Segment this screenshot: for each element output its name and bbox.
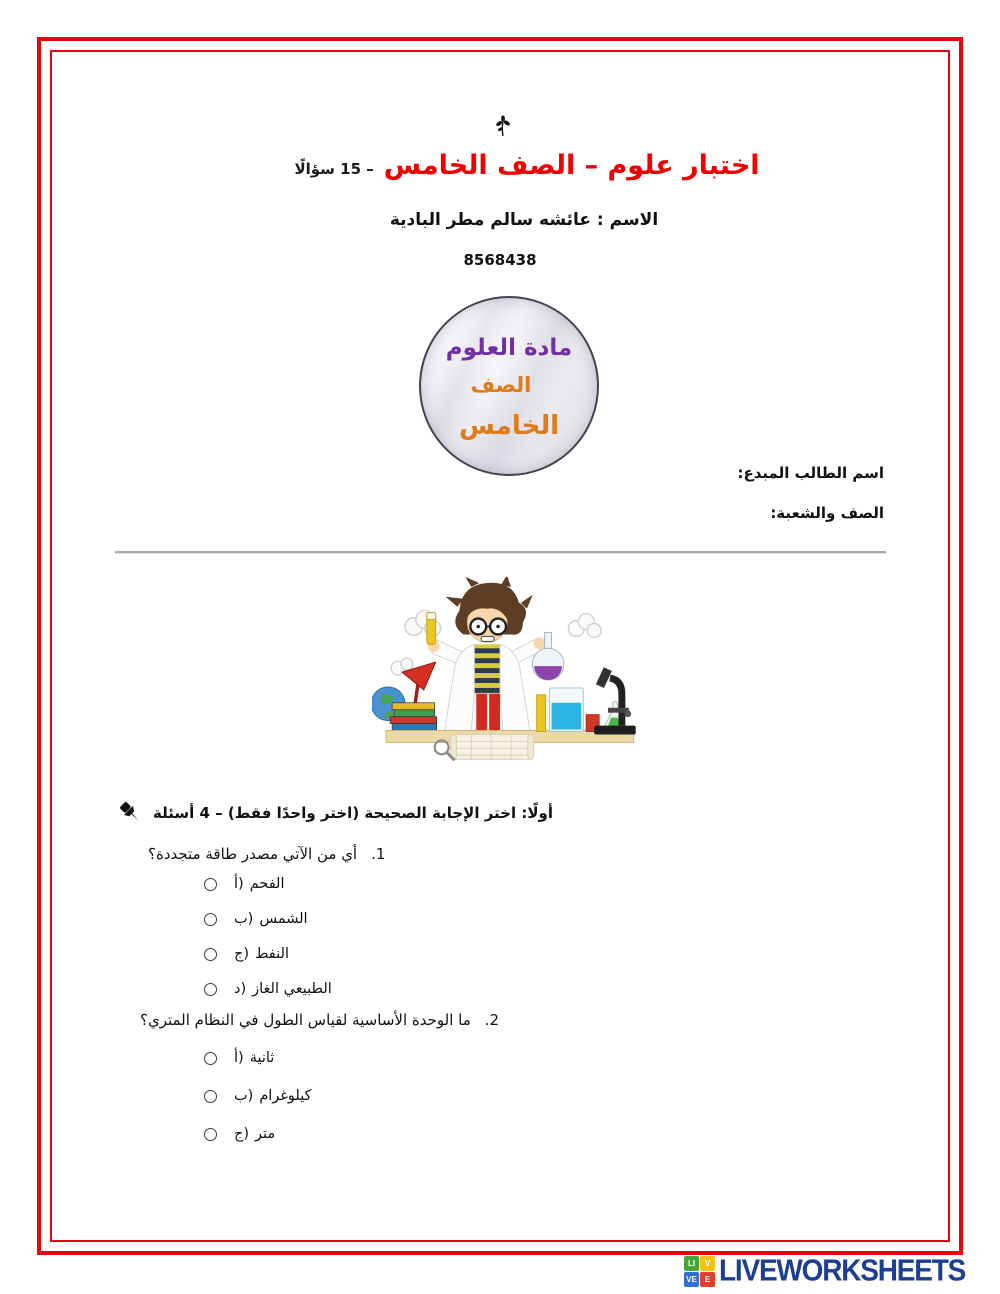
option-label: أ) bbox=[234, 876, 244, 892]
badge-subject-text: مادة العلوم bbox=[445, 335, 573, 361]
radio-icon[interactable] bbox=[204, 1090, 217, 1103]
option-label: ب) bbox=[234, 911, 254, 927]
student-name-line: الاسم : عائشه سالم مطر البادية bbox=[389, 210, 659, 230]
option-row-q2-c[interactable] bbox=[204, 1126, 275, 1142]
exam-code: 8568438 bbox=[463, 251, 537, 269]
section1-heading: أولًا: اختر الإجابة الصحيحة (اختر واحدًا فقط) – 4 أسئلة bbox=[153, 803, 553, 822]
option-text: الغاز الطبيعي bbox=[252, 981, 332, 997]
subject-badge bbox=[419, 296, 599, 476]
logo-square: E bbox=[700, 1272, 715, 1287]
option-text: كيلوغرام bbox=[259, 1088, 312, 1104]
badge-grade-text-1: الصف bbox=[470, 373, 532, 397]
creative-student-name-label: اسم الطالب المبدع: bbox=[737, 464, 884, 482]
option-text: الشمس bbox=[259, 911, 308, 927]
radio-icon[interactable] bbox=[204, 1052, 217, 1065]
question-1-number: 1. bbox=[371, 845, 386, 863]
option-row-q1-d[interactable] bbox=[204, 981, 332, 997]
logo-square: LI bbox=[684, 1256, 699, 1271]
option-row-q2-a[interactable] bbox=[204, 1050, 274, 1066]
option-text: متر bbox=[255, 1126, 276, 1142]
option-row-q1-c[interactable] bbox=[204, 946, 289, 962]
pushpin-icon bbox=[117, 799, 144, 826]
leaf-dingbat-icon bbox=[491, 114, 515, 138]
option-row-q1-b[interactable] bbox=[204, 911, 308, 927]
liveworksheets-wordmark: LIVEWORKSHEETS bbox=[719, 1253, 966, 1288]
option-label: ج) bbox=[234, 1126, 250, 1142]
option-text: ثانية bbox=[249, 1050, 275, 1066]
question-1 bbox=[148, 845, 385, 863]
section1-heading-row bbox=[117, 799, 553, 826]
section-divider bbox=[115, 551, 886, 554]
question-2-number: 2. bbox=[484, 1011, 500, 1029]
radio-icon[interactable] bbox=[204, 878, 217, 891]
exam-title-line bbox=[0, 150, 1000, 181]
exam-title-suffix: – 15 سؤالًا bbox=[294, 160, 374, 178]
badge-grade-text-2: الخامس bbox=[458, 411, 560, 441]
option-text: الفحم bbox=[249, 876, 285, 892]
exam-title: اختبار علوم – الصف الخامس bbox=[383, 150, 760, 181]
radio-icon[interactable] bbox=[204, 983, 217, 996]
radio-icon[interactable] bbox=[204, 1128, 217, 1141]
class-section-label: الصف والشعبة: bbox=[770, 504, 884, 522]
option-label: أ) bbox=[234, 1050, 244, 1066]
option-text: النفط bbox=[255, 946, 289, 962]
radio-icon[interactable] bbox=[204, 948, 217, 961]
option-label: ج) bbox=[234, 946, 250, 962]
question-2-text: ما الوحدة الأساسية لقياس الطول في النظام المتري؟ bbox=[140, 1011, 471, 1029]
option-row-q2-b[interactable] bbox=[204, 1088, 312, 1104]
radio-icon[interactable] bbox=[204, 913, 217, 926]
logo-square: V bbox=[700, 1256, 715, 1271]
question-2 bbox=[140, 1011, 499, 1029]
scientist-illustration bbox=[372, 577, 640, 785]
option-label: ب) bbox=[234, 1088, 254, 1104]
option-row-q1-a[interactable] bbox=[204, 876, 285, 892]
liveworksheets-icon bbox=[684, 1256, 715, 1287]
logo-square: VE bbox=[684, 1272, 699, 1287]
liveworksheets-logo[interactable] bbox=[684, 1255, 965, 1287]
option-label: د) bbox=[234, 981, 247, 997]
question-1-text: أي من الآتي مصدر طاقة متجددة؟ bbox=[148, 845, 358, 863]
